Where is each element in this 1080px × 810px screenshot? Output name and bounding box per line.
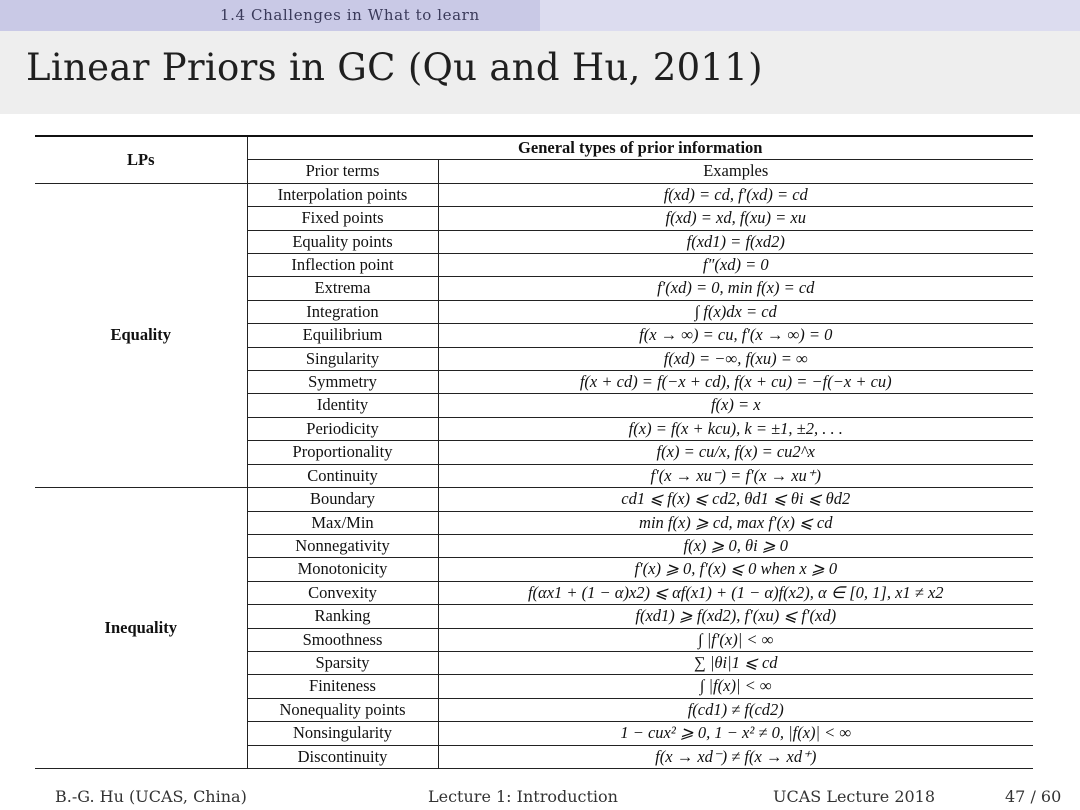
prior-term-cell: Identity [247,394,438,417]
prior-term-cell: Equality points [247,230,438,253]
prior-term-cell: Max/Min [247,511,438,534]
prior-term-cell: Interpolation points [247,183,438,206]
prior-term-cell: Periodicity [247,417,438,440]
prior-term-cell: Convexity [247,581,438,604]
table-row [35,183,1033,206]
prior-term-cell: Nonequality points [247,698,438,721]
example-cell: f(xd) = −∞, f(xu) = ∞ [438,347,1033,370]
lp-group-label: Equality [35,183,247,487]
footer-page-number: 47 / 60 [1005,787,1062,806]
example-cell: ∫ |f(x)| < ∞ [438,675,1033,698]
prior-term-cell: Singularity [247,347,438,370]
example-cell: ∫ f(x)dx = cd [438,300,1033,323]
footer-author: B.-G. Hu (UCAS, China) [55,787,247,806]
example-cell: f(x) = f(x + kcu), k = ±1, ±2, . . . [438,417,1033,440]
example-cell: f(x) ⩾ 0, θi ⩾ 0 [438,534,1033,557]
example-cell: f(xd) = cd, f′(xd) = cd [438,183,1033,206]
example-cell: f(x) = x [438,394,1033,417]
linear-priors-table [35,135,1033,769]
example-cell: f(x → ∞) = cu, f′(x → ∞) = 0 [438,324,1033,347]
example-cell: f″(xd) = 0 [438,254,1033,277]
prior-term-cell: Extrema [247,277,438,300]
example-cell: f′(x) ⩾ 0, f′(x) ⩽ 0 when x ⩾ 0 [438,558,1033,581]
example-cell: f′(x → xu⁻) = f′(x → xu⁺) [438,464,1033,487]
example-cell: 1 − cux² ⩾ 0, 1 − x² ≠ 0, |f(x)| < ∞ [438,722,1033,745]
example-cell: min f(x) ⩾ cd, max f′(x) ⩽ cd [438,511,1033,534]
example-cell: f(αx1 + (1 − α)x2) ⩽ αf(x1) + (1 − α)f(x2), α ∈ [0, 1], x1 ≠ x2 [438,581,1033,604]
header-lps: LPs [35,136,247,183]
example-cell: f(x → xd⁻) ≠ f(x → xd⁺) [438,745,1033,768]
footer-course: UCAS Lecture 2018 [773,787,936,806]
example-cell: f(xd1) ⩾ f(xd2), f′(xu) ⩽ f′(xd) [438,605,1033,628]
example-cell: f(x + cd) = f(−x + cd), f(x + cu) = −f(−x + cu) [438,371,1033,394]
header-examples: Examples [438,160,1033,183]
slide-title: Linear Priors in GC (Qu and Hu, 2011) [26,46,763,89]
prior-term-cell: Integration [247,300,438,323]
example-cell: f(xd) = xd, f(xu) = xu [438,207,1033,230]
prior-term-cell: Boundary [247,488,438,511]
header-prior-terms: Prior terms [247,160,438,183]
prior-term-cell: Equilibrium [247,324,438,347]
section-tab[interactable]: 1.4 Challenges in What to learn [0,0,540,31]
header-general-types: General types of prior information [247,136,1033,160]
footer-lecture: Lecture 1: Introduction [428,787,618,806]
example-cell: ∑ |θi|1 ⩽ cd [438,651,1033,674]
lp-group-label: Inequality [35,488,247,769]
example-cell: f′(xd) = 0, min f(x) = cd [438,277,1033,300]
footer-bar [0,783,1080,810]
table-body [35,183,1033,768]
example-cell: ∫ |f′(x)| < ∞ [438,628,1033,651]
prior-term-cell: Smoothness [247,628,438,651]
table-row [35,488,1033,511]
prior-term-cell: Sparsity [247,651,438,674]
linear-priors-table-container [35,135,1033,769]
prior-term-cell: Ranking [247,605,438,628]
example-cell: cd1 ⩽ f(x) ⩽ cd2, θd1 ⩽ θi ⩽ θd2 [438,488,1033,511]
prior-term-cell: Finiteness [247,675,438,698]
prior-term-cell: Nonsingularity [247,722,438,745]
example-cell: f(cd1) ≠ f(cd2) [438,698,1033,721]
prior-term-cell: Symmetry [247,371,438,394]
example-cell: f(xd1) = f(xd2) [438,230,1033,253]
prior-term-cell: Inflection point [247,254,438,277]
prior-term-cell: Discontinuity [247,745,438,768]
prior-term-cell: Proportionality [247,441,438,464]
example-cell: f(x) = cu/x, f(x) = cu2^x [438,441,1033,464]
prior-term-cell: Nonnegativity [247,534,438,557]
prior-term-cell: Monotonicity [247,558,438,581]
prior-term-cell: Fixed points [247,207,438,230]
prior-term-cell: Continuity [247,464,438,487]
